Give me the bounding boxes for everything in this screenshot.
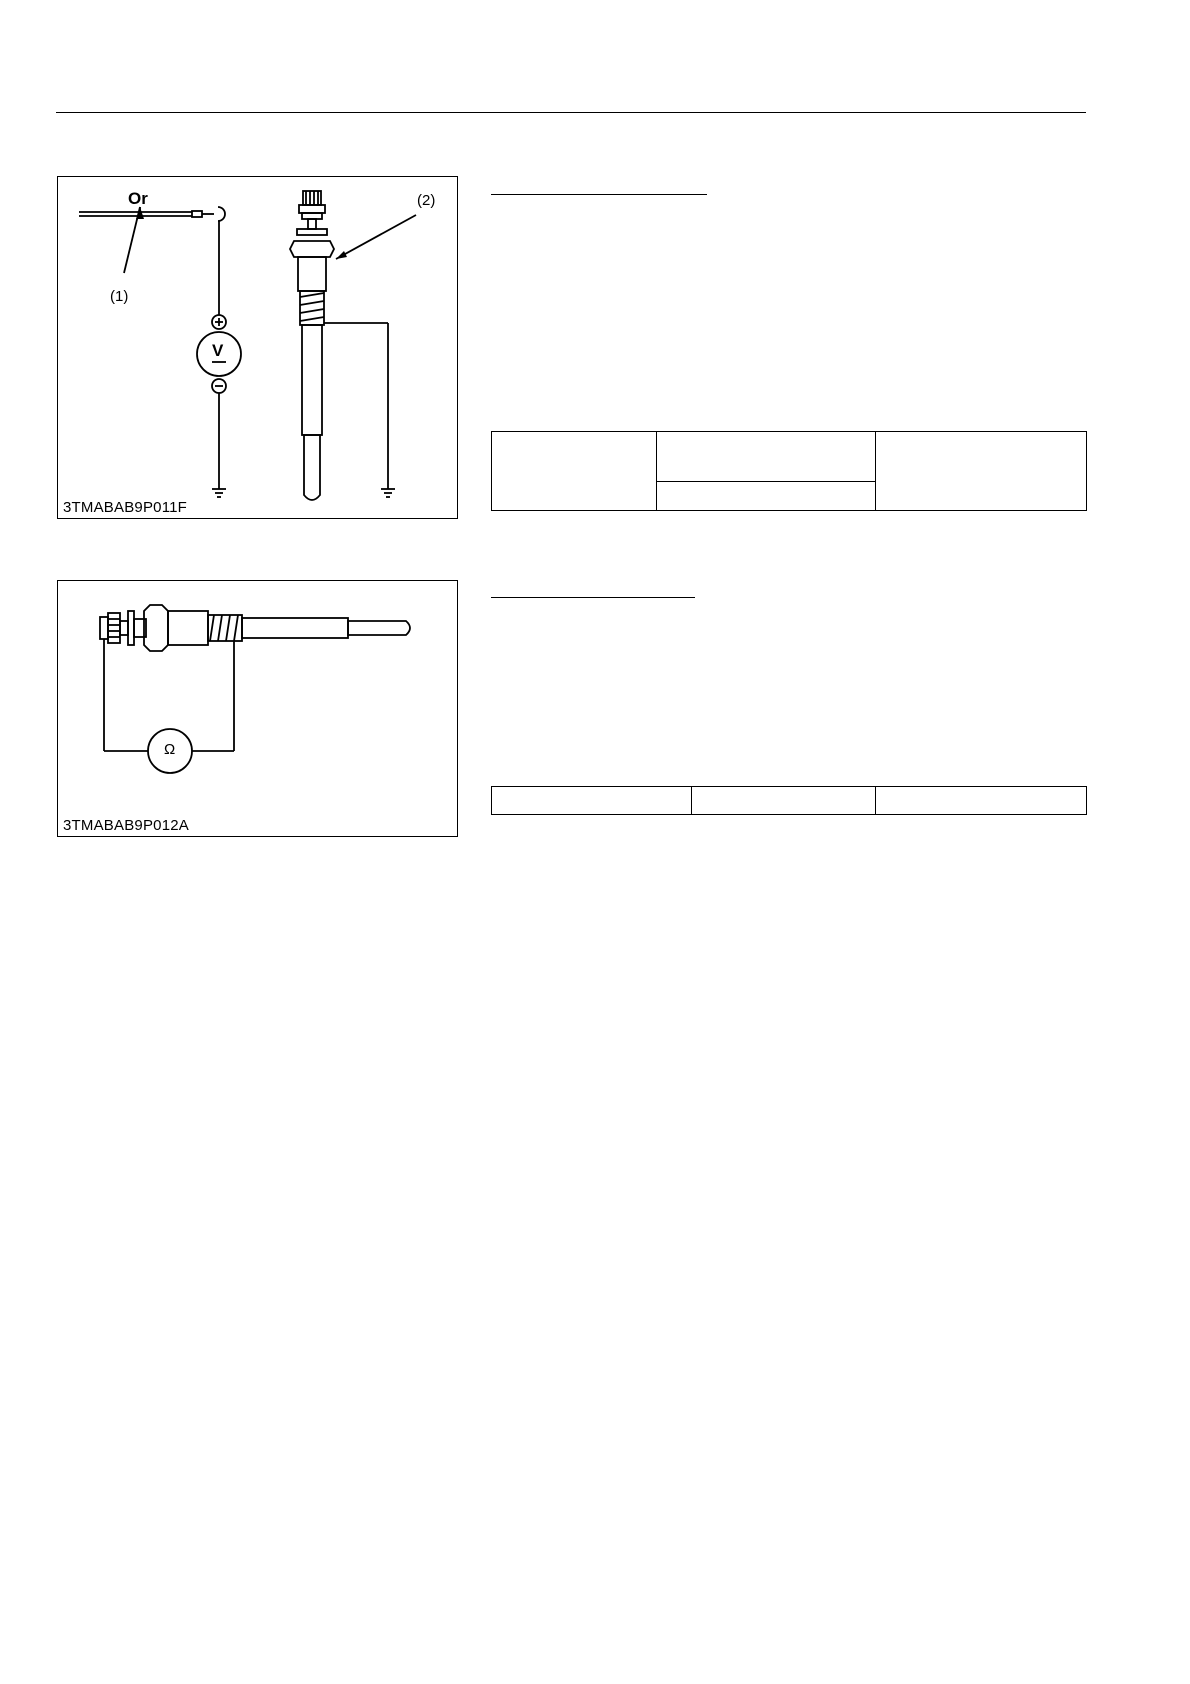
glow-plug-icon <box>100 605 410 651</box>
table-cell <box>492 432 657 511</box>
table-row <box>492 787 1087 815</box>
section-heading-resistance <box>491 597 695 598</box>
table-cell <box>657 432 876 482</box>
wire-color-label: Or <box>128 189 148 208</box>
table-cell <box>492 787 692 815</box>
spec-table-voltage <box>491 431 1087 511</box>
callout-2: (2) <box>417 192 436 209</box>
table-cell <box>876 787 1087 815</box>
resistance-circuit-diagram <box>58 581 459 838</box>
figure-code: 3TMABAB9P011F <box>63 499 188 516</box>
glow-plug-icon <box>290 191 334 500</box>
table-row <box>492 432 1087 482</box>
voltage-circuit-diagram <box>58 177 459 520</box>
table-cell <box>692 787 876 815</box>
ohmmeter-label: Ω <box>164 741 176 758</box>
figure-code: 3TMABAB9P012A <box>63 817 189 834</box>
table-cell <box>876 432 1087 511</box>
figure-voltage-check <box>57 176 458 519</box>
voltmeter-label: V <box>212 341 224 360</box>
spec-table-resistance <box>491 786 1087 815</box>
header-rule <box>56 112 1086 113</box>
figure-resistance-check <box>57 580 458 837</box>
callout-1: (1) <box>110 288 129 305</box>
table-cell <box>657 482 876 511</box>
section-heading-voltage <box>491 194 707 195</box>
